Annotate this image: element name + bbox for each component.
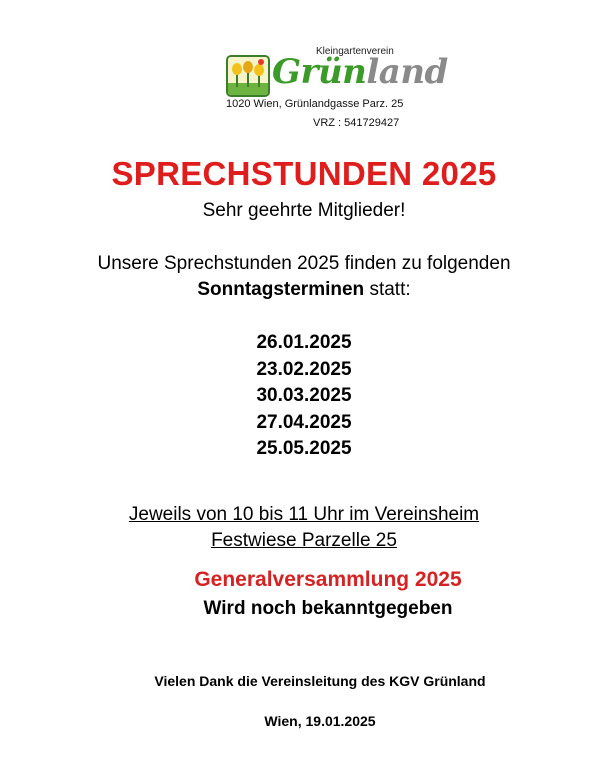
date-item: 25.05.2025 [256,438,352,459]
date-item: 30.03.2025 [256,385,352,406]
date-item: 26.01.2025 [256,332,352,353]
place-line: Festwiese Parzelle 25 [211,530,397,551]
intro-bold: Sonntagsterminen [197,279,365,300]
date-item: 27.04.2025 [256,411,352,433]
intro-rest: statt: [364,279,411,300]
time-and-place [0,502,608,554]
date-list [0,330,608,463]
greeting: Sehr geehrte Mitglieder! [202,200,406,221]
time-line: Jeweils von 10 bis 11 Uhr im Vereinsheim [128,504,480,525]
date-item: 23.02.2025 [256,358,352,380]
intro-line-2 [0,279,608,301]
general-assembly-title: Generalversammlung 2025 [194,568,462,591]
thanks-line: Vielen Dank die Vereinsleitung des KGV Grünland [154,673,486,689]
wordmark-grey: land [366,52,448,92]
club-vrz: VRZ : 541729427 [313,117,400,129]
wordmark-green: Grün [272,52,367,92]
intro-line-1: Unsere Sprechstunden 2025 finden zu folgenden [97,253,511,274]
club-label: Kleingartenverein [316,46,394,57]
club-logo [226,55,270,97]
club-address: 1020 Wien, Grünlandgasse Parz. 25 [226,98,404,110]
tulip-garden-logo-icon [228,57,268,95]
club-wordmark [272,52,448,92]
place-date: Wien, 19.01.2025 [264,713,376,729]
page-title: SPRECHSTUNDEN 2025 [111,155,497,192]
general-assembly-subtitle: Wird noch bekanntgegeben [203,598,453,619]
